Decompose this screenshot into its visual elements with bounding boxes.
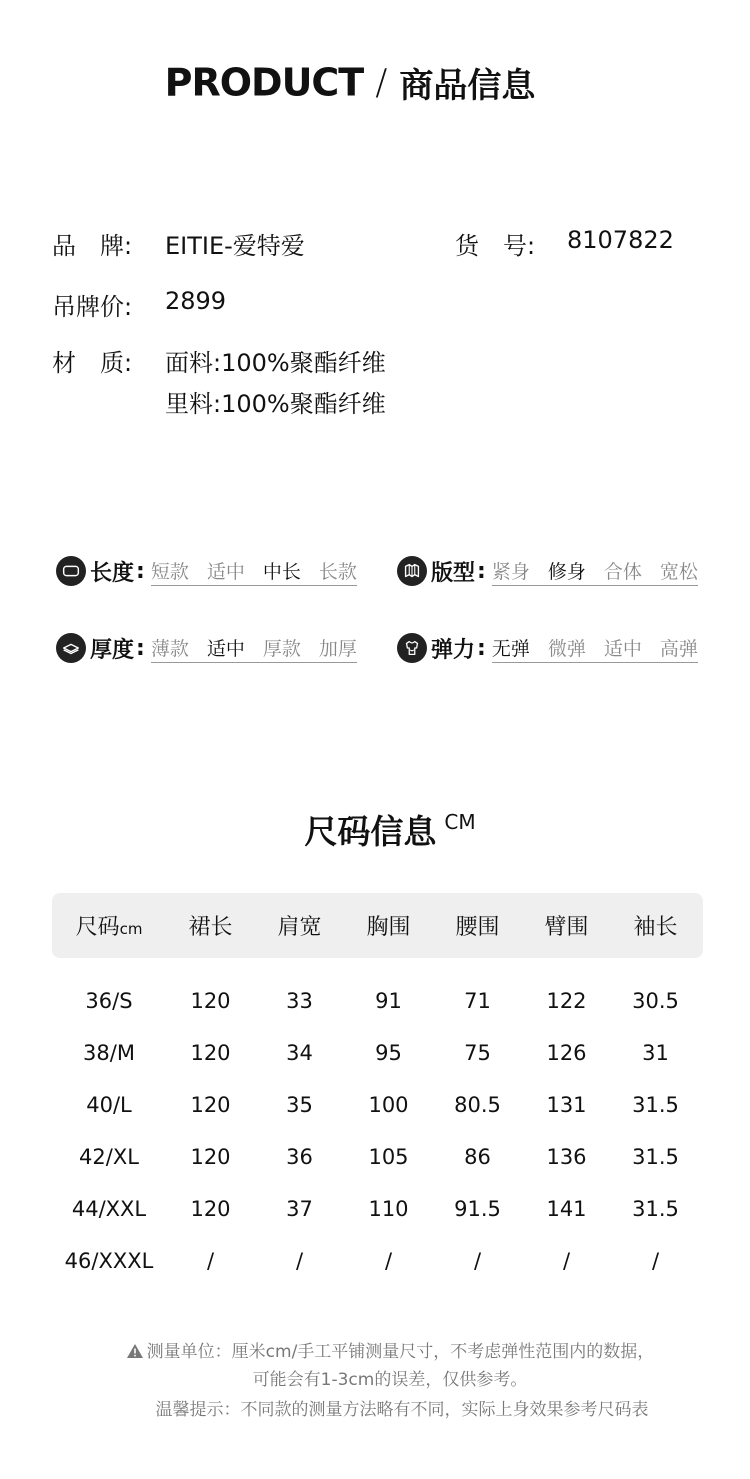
table-cell: 120 [190, 1145, 231, 1169]
table-cell: 91.5 [454, 1197, 501, 1221]
brand-value: EITIE-爱特爱 [165, 232, 305, 260]
attribute-fit-colon: : [477, 558, 486, 584]
length-option-midlong: 中长 [262, 560, 301, 583]
elasticity-icon [397, 633, 427, 663]
header-shoulder: 肩宽 [277, 915, 322, 940]
title-english: PRODUCT [164, 60, 364, 105]
thickness-option-extra-thick: 加厚 [318, 637, 357, 660]
table-cell: 120 [190, 1197, 231, 1221]
table-cell: 46/XXXL [64, 1249, 154, 1273]
header-arm: 臂围 [544, 915, 589, 940]
table-cell: 131 [546, 1093, 587, 1117]
table-row [52, 1131, 703, 1183]
thickness-option-thin: 薄款 [150, 637, 189, 660]
length-option-short: 短款 [150, 560, 189, 583]
attribute-elasticity-colon: : [477, 635, 486, 661]
table-cell: 31.5 [632, 1197, 679, 1221]
table-cell: / [473, 1249, 482, 1273]
fit-icon [397, 556, 427, 586]
attribute-elasticity [397, 630, 698, 666]
fit-option-slim: 修身 [547, 560, 586, 583]
table-cell: 34 [286, 1041, 313, 1065]
elasticity-option-high: 高弹 [659, 637, 698, 660]
sku-value: 8107822 [567, 226, 674, 254]
table-cell: / [384, 1249, 393, 1273]
table-cell: 42/XL [79, 1145, 139, 1169]
table-cell: 126 [546, 1041, 587, 1065]
table-cell: / [562, 1249, 571, 1273]
table-cell: 95 [375, 1041, 402, 1065]
note-line-1: 测量单位：厘米cm/手工平铺测量尺寸，不考虑弹性范围内的数据， [146, 1342, 655, 1362]
table-cell: 35 [286, 1093, 313, 1117]
attribute-thickness-colon: : [136, 635, 145, 661]
length-option-medium: 适中 [206, 560, 245, 583]
length-icon [56, 556, 86, 586]
table-cell: 120 [190, 1093, 231, 1117]
header-skirt-length: 裙长 [188, 915, 233, 940]
attribute-thickness [56, 630, 357, 666]
table-cell: 31.5 [632, 1093, 679, 1117]
table-row [52, 1027, 703, 1079]
table-cell: 36 [286, 1145, 313, 1169]
table-cell: 33 [286, 989, 313, 1013]
table-cell: 110 [368, 1197, 409, 1221]
attribute-elasticity-name: 弹力 [431, 637, 476, 663]
table-cell: 120 [190, 989, 231, 1013]
note-line-2: 可能会有1-3cm的误差，仅供参考。 [252, 1370, 528, 1390]
thickness-icon [56, 633, 86, 663]
brand-label: 品 牌: [52, 232, 133, 260]
size-section-title [0, 806, 750, 853]
attribute-fit-options [492, 557, 698, 586]
size-table-header [52, 893, 703, 958]
table-cell: 44/XXL [71, 1197, 147, 1221]
length-option-long: 长款 [318, 560, 357, 583]
table-cell: 31.5 [632, 1145, 679, 1169]
page-title [0, 58, 700, 107]
table-cell: 120 [190, 1041, 231, 1065]
attribute-length [56, 553, 357, 589]
table-cell: / [206, 1249, 215, 1273]
sku-label: 货 号: [455, 232, 536, 260]
attribute-elasticity-options [492, 634, 698, 663]
thickness-option-thick: 厚款 [262, 637, 301, 660]
header-size-label: 尺码 [75, 915, 120, 940]
size-title-text: 尺码信息 [304, 812, 437, 851]
table-row [52, 1183, 703, 1235]
attribute-fit [397, 553, 698, 589]
header-sleeve: 袖长 [633, 915, 678, 940]
table-row [52, 975, 703, 1027]
price-value: 2899 [165, 287, 227, 315]
table-cell: 36/S [85, 989, 133, 1013]
fit-option-tight: 紧身 [491, 560, 530, 583]
header-waist: 腰围 [455, 915, 500, 940]
brand-row [52, 226, 132, 261]
table-cell: 31 [642, 1041, 669, 1065]
table-cell: 80.5 [454, 1093, 501, 1117]
elasticity-option-medium: 适中 [603, 637, 642, 660]
table-row [52, 1235, 703, 1287]
elasticity-option-slight: 微弹 [547, 637, 586, 660]
fit-option-regular: 合体 [603, 560, 642, 583]
fit-option-loose: 宽松 [659, 560, 698, 583]
attribute-thickness-options [151, 634, 357, 663]
table-cell: / [651, 1249, 660, 1273]
thickness-option-medium: 适中 [206, 637, 245, 660]
table-cell: 91 [375, 989, 402, 1013]
attribute-length-colon: : [136, 558, 145, 584]
table-cell: 71 [464, 989, 491, 1013]
table-cell: 122 [546, 989, 587, 1013]
elasticity-option-none: 无弹 [491, 637, 530, 660]
size-table-body [52, 975, 703, 1287]
title-chinese: 商品信息 [399, 66, 536, 106]
material-lining: 里料:100%聚酯纤维 [165, 390, 386, 418]
material-fabric: 面料:100%聚酯纤维 [165, 349, 386, 377]
table-cell: 86 [464, 1145, 491, 1169]
attribute-fit-name: 版型 [431, 560, 476, 586]
measurement-note [0, 1337, 750, 1362]
attribute-length-name: 长度 [90, 560, 135, 586]
header-size-unit: cm [119, 920, 143, 938]
table-cell: 105 [368, 1145, 409, 1169]
table-cell: 141 [546, 1197, 587, 1221]
attribute-thickness-name: 厚度 [90, 637, 135, 663]
table-cell: 40/L [86, 1093, 132, 1117]
table-cell: 75 [464, 1041, 491, 1065]
table-row [52, 1079, 703, 1131]
table-cell: 100 [368, 1093, 409, 1117]
material-label: 材 质: [52, 349, 133, 377]
attribute-length-options [151, 557, 357, 586]
table-cell: / [295, 1249, 304, 1273]
header-bust: 胸围 [366, 915, 411, 940]
size-title-unit: CM [444, 810, 476, 834]
table-cell: 38/M [83, 1041, 135, 1065]
header-size [52, 910, 166, 941]
table-cell: 30.5 [632, 989, 679, 1013]
price-label: 吊牌价: [52, 293, 133, 321]
title-separator: / [375, 62, 388, 103]
table-cell: 37 [286, 1197, 313, 1221]
warning-icon [126, 1343, 144, 1359]
tip-note: 温馨提示：不同款的测量方法略有不同，实际上身效果参考尺码表 [155, 1400, 649, 1420]
table-cell: 136 [546, 1145, 587, 1169]
